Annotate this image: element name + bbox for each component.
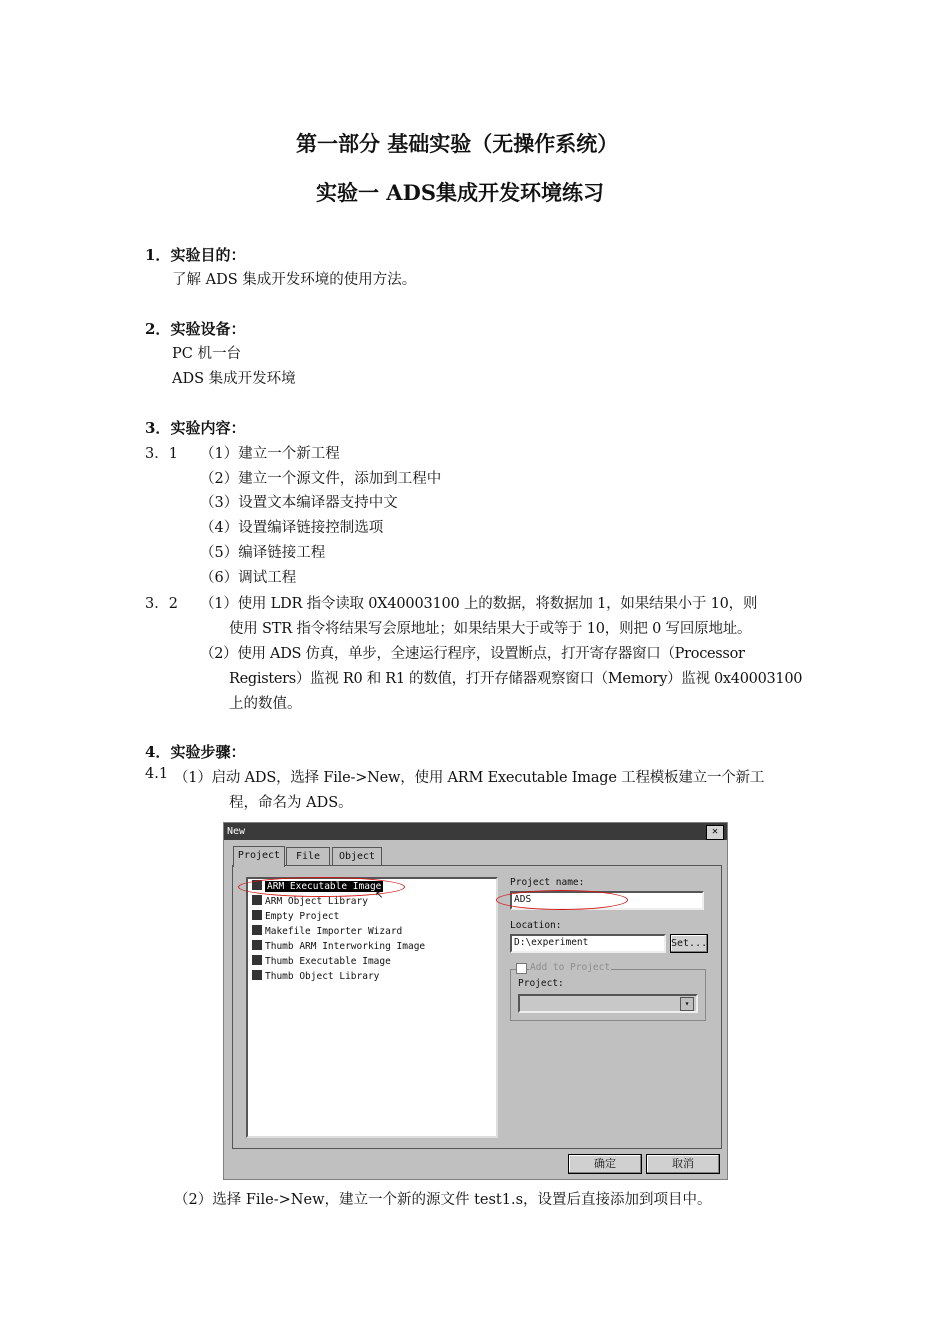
subsection-3-2-number: 3．2 [145,596,178,612]
list-item: （6）调试工程 [200,570,297,586]
list-item-continued: Registers）监视 R0 和 R1 的数值，打开存储器观察窗口（Memory）监视 0x40003100 [229,671,803,687]
project-template-icon [252,970,262,980]
template-item-makefile-importer-wizard[interactable] [252,925,402,939]
project-name-input[interactable]: ADS [510,891,704,910]
section-4-number: 4． [145,743,171,761]
list-item: （3）设置文本编译器支持中文 [200,495,398,511]
section-1-title: 实验目的： [170,246,246,264]
template-label: Thumb Executable Image [265,956,391,967]
project-label: Project: [518,978,564,989]
section-2-number: 2． [145,320,171,338]
list-item: （2）使用 ADS 仿真，单步，全速运行程序，设置断点，打开寄存器窗口（Processor [200,646,745,662]
section-1-number: 1． [145,246,171,264]
section-1-text: 了解 ADS 集成开发环境的使用方法。 [172,272,417,288]
project-template-icon [252,940,262,950]
section-4-heading [145,741,245,762]
template-item-empty-project[interactable] [252,910,339,924]
new-project-dialog [223,822,728,1180]
template-label: ARM Object Library [265,896,368,907]
chevron-down-icon[interactable]: ▾ [680,997,694,1011]
project-template-icon [252,910,262,920]
template-item-arm-object-library[interactable] [252,895,368,909]
project-select[interactable] [518,994,698,1013]
list-item: （2）建立一个源文件，添加到工程中 [200,471,442,487]
location-input[interactable]: D:\experiment [510,934,666,953]
step-paragraph: （1）启动 ADS，选择 File->New，使用 ARM Executable Image 工程模板建立一个新工 [174,770,765,786]
project-template-icon [252,925,262,935]
close-icon[interactable]: ✕ [706,825,724,840]
project-template-icon [252,895,262,905]
highlight-ellipse-project-name [496,890,628,910]
step-4-1-number: 4.1 [145,766,169,782]
template-label: Thumb Object Library [265,971,380,982]
template-label: Makefile Importer Wizard [265,926,403,937]
mouse-cursor-icon: ↖ [375,890,384,901]
template-item-thumb-executable-image[interactable] [252,955,391,969]
section-2-title: 实验设备： [170,320,246,338]
list-item: （4）设置编译链接控制选项 [200,520,384,536]
template-label: ARM Executable Image [267,881,382,892]
tab-project[interactable]: Project [233,846,285,867]
subsection-3-1-number: 3．1 [145,446,178,462]
location-label: Location: [510,920,562,931]
step-paragraph-continued: 程，命名为 ADS。 [229,795,353,811]
list-item: （1）使用 LDR 指令读取 0X40003100 上的数据，将数据加 1，如果结果小于 10，则 [200,596,758,612]
section-3-number: 3． [145,419,171,437]
list-item-continued: 上的数值。 [229,696,302,712]
template-label: Thumb ARM Interworking Image [265,941,426,952]
list-item-continued: 使用 STR 指令将结果写会原地址；如果结果大于或等于 10，则把 0 写回原地址。 [229,621,752,637]
project-name-label: Project name: [510,877,585,888]
section-3-heading [145,417,245,438]
part-title: 第一部分 基础实验（无操作系统） [296,131,619,156]
template-list[interactable] [246,877,498,1138]
ok-button[interactable]: 确定 [568,1154,642,1174]
add-to-project-label: Add to Project [530,962,611,973]
add-to-project-checkbox[interactable] [516,963,527,974]
dialog-title-bar: New [224,823,727,840]
section-2-line-1: PC 机一台 [172,346,241,362]
list-item: （1）建立一个新工程 [200,446,340,462]
template-item-thumb-object-library[interactable] [252,970,379,984]
tab-object[interactable]: Object [332,847,382,866]
section-3-title: 实验内容： [170,419,246,437]
project-template-icon [252,955,262,965]
step-paragraph: （2）选择 File->New，建立一个新的源文件 test1.s，设置后直接添加到项目中。 [174,1192,712,1208]
section-1-heading [145,244,245,265]
section-2-line-2: ADS 集成开发环境 [172,371,296,387]
experiment-title: 实验一 ADS集成开发环境练习 [316,180,604,205]
template-label: Empty Project [265,911,340,922]
cancel-button[interactable]: 取消 [646,1154,720,1174]
template-item-thumb-arm-interworking-image[interactable] [252,940,425,954]
set-location-button[interactable]: Set... [670,934,708,953]
list-item: （5）编译链接工程 [200,545,326,561]
tab-file[interactable]: File [286,847,330,866]
section-4-title: 实验步骤： [170,743,246,761]
section-2-heading [145,318,245,339]
